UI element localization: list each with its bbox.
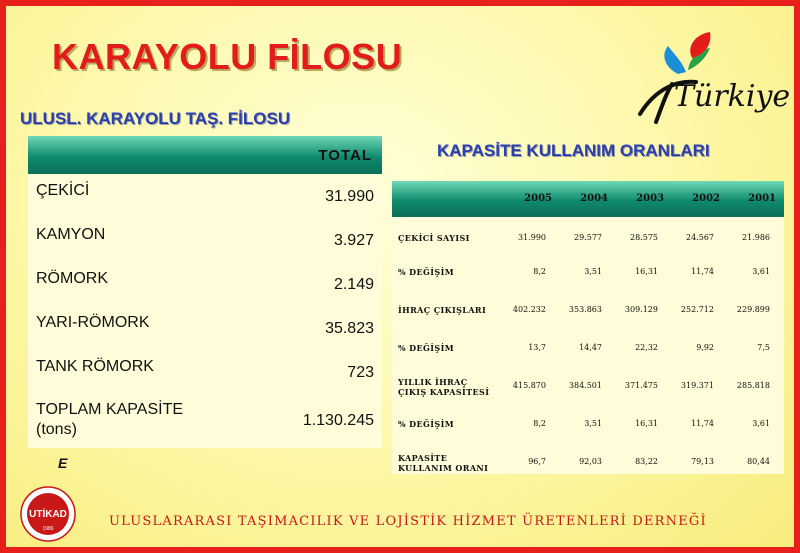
capacity-table bbox=[392, 181, 784, 474]
capacity-row-label: YILLIK İHRAÇ ÇIKIŞ KAPASİTESİ bbox=[398, 377, 490, 397]
capacity-row bbox=[392, 327, 784, 363]
capacity-cell: 14,47 bbox=[579, 343, 602, 352]
capacity-row-label: % DEĞİŞİM bbox=[398, 267, 454, 277]
capacity-cell: 21.986 bbox=[742, 233, 770, 242]
fleet-row bbox=[28, 178, 382, 218]
capacity-cell: 16,31 bbox=[635, 267, 658, 276]
fleet-row-total bbox=[28, 398, 382, 446]
capacity-cell: 7,5 bbox=[757, 343, 770, 352]
capacity-cell: 11,74 bbox=[691, 419, 714, 428]
capacity-cell: 285.818 bbox=[736, 381, 770, 390]
capacity-cell: 11,74 bbox=[691, 267, 714, 276]
fleet-row-value: 2.149 bbox=[333, 276, 374, 293]
capacity-cell: 79,13 bbox=[691, 457, 714, 466]
capacity-row bbox=[392, 365, 784, 401]
turkiye-logo bbox=[626, 28, 791, 128]
capacity-row-label: % DEĞİŞİM bbox=[398, 343, 454, 353]
year-header: 2001 bbox=[748, 193, 776, 204]
capacity-cell: 13,7 bbox=[528, 343, 546, 352]
capacity-cell: 22,32 bbox=[635, 343, 658, 352]
capacity-title: KAPASİTE KULLANIM ORANLARI bbox=[437, 141, 710, 160]
capacity-cell: 3,51 bbox=[584, 419, 602, 428]
capacity-row bbox=[392, 441, 784, 477]
capacity-cell: 9,92 bbox=[696, 343, 714, 352]
capacity-row-label: % DEĞİŞİM bbox=[398, 419, 454, 429]
capacity-row-label: ÇEKİCİ SAYISI bbox=[398, 233, 470, 243]
capacity-cell: 371.475 bbox=[624, 381, 658, 390]
year-header: 2002 bbox=[692, 193, 720, 204]
footer-organization: ULUSLARARASI TAŞIMACILIK VE LOJİSTİK HİZMET ÜRETENLERİ DERNEĞİ bbox=[109, 514, 707, 529]
capacity-cell: 309.129 bbox=[624, 305, 658, 314]
capacity-cell: 29.577 bbox=[574, 233, 602, 242]
fleet-row bbox=[28, 222, 382, 262]
fleet-row-label: TANK RÖMORK bbox=[36, 358, 154, 375]
mark-glyph: E bbox=[58, 455, 68, 471]
capacity-cell: 415.870 bbox=[512, 381, 546, 390]
capacity-cell: 3,61 bbox=[752, 267, 770, 276]
fleet-row-value: 35.823 bbox=[325, 320, 374, 337]
capacity-cell: 80,44 bbox=[747, 457, 770, 466]
capacity-cell: 92,03 bbox=[579, 457, 602, 466]
utikad-seal bbox=[20, 486, 76, 542]
capacity-cell: 252.712 bbox=[680, 305, 714, 314]
fleet-row-label: RÖMORK bbox=[36, 270, 108, 287]
capacity-cell: 229.899 bbox=[736, 305, 770, 314]
capacity-row bbox=[392, 403, 784, 439]
fleet-row-value: 723 bbox=[347, 364, 374, 381]
capacity-cell: 384.501 bbox=[568, 381, 602, 390]
fleet-table-header bbox=[28, 136, 382, 174]
fleet-row-label: ÇEKİCİ bbox=[36, 182, 90, 199]
fleet-table bbox=[28, 136, 382, 448]
year-header: 2005 bbox=[524, 193, 552, 204]
seal-year: 1986 bbox=[42, 526, 54, 532]
capacity-cell: 16,31 bbox=[635, 419, 658, 428]
fleet-row bbox=[28, 310, 382, 350]
capacity-cell: 8,2 bbox=[533, 419, 546, 428]
logo-wordmark: Türkiye bbox=[674, 79, 791, 114]
capacity-cell: 96,7 bbox=[528, 457, 546, 466]
year-header: 2003 bbox=[636, 193, 664, 204]
capacity-cell: 8,2 bbox=[533, 267, 546, 276]
fleet-row bbox=[28, 266, 382, 306]
fleet-total-header: TOTAL bbox=[318, 147, 372, 164]
fleet-row-value: 31.990 bbox=[325, 188, 374, 205]
fleet-subtitle: ULUSL. KARAYOLU TAŞ. FİLOSU bbox=[20, 109, 291, 128]
page-title: KARAYOLU FİLOSU bbox=[52, 36, 403, 77]
capacity-row bbox=[392, 251, 784, 287]
capacity-cell: 83,22 bbox=[635, 457, 658, 466]
capacity-cell: 353.863 bbox=[568, 305, 602, 314]
seal-name: UTİKAD bbox=[29, 509, 67, 520]
year-header: 2004 bbox=[580, 193, 608, 204]
capacity-row bbox=[392, 289, 784, 325]
fleet-row-label: TOPLAM KAPASİTE (tons) bbox=[36, 401, 184, 438]
capacity-cell: 402.232 bbox=[512, 305, 546, 314]
capacity-cell: 3,61 bbox=[752, 419, 770, 428]
fleet-row-value: 1.130.245 bbox=[302, 412, 374, 429]
capacity-row-label: İHRAÇ ÇIKIŞLARI bbox=[398, 305, 487, 315]
capacity-table-header bbox=[392, 181, 784, 217]
capacity-cell: 3,51 bbox=[584, 267, 602, 276]
capacity-cell: 31.990 bbox=[518, 233, 546, 242]
fleet-row-label: KAMYON bbox=[36, 226, 106, 243]
capacity-row bbox=[392, 217, 784, 253]
capacity-row-label: KAPASİTE KULLANIM ORANI bbox=[398, 453, 489, 473]
fleet-row bbox=[28, 354, 382, 394]
capacity-cell: 319.371 bbox=[680, 381, 714, 390]
fleet-row-label: YARI-RÖMORK bbox=[36, 314, 150, 331]
capacity-cell: 28.575 bbox=[630, 233, 658, 242]
capacity-cell: 24.567 bbox=[686, 233, 714, 242]
fleet-row-value: 3.927 bbox=[333, 232, 374, 249]
